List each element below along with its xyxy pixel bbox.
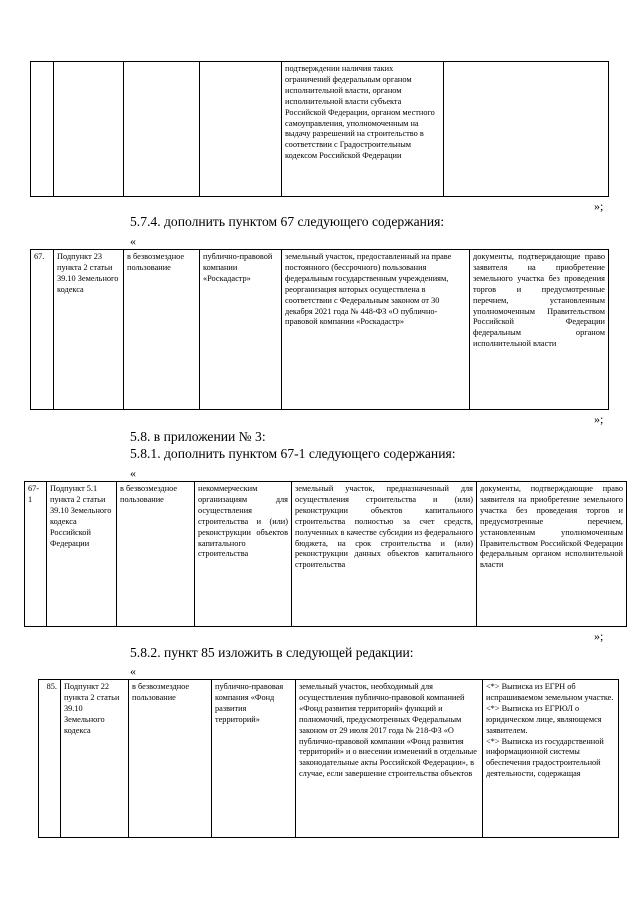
opening-quote: «: [130, 664, 136, 678]
closing-quote: »;: [594, 199, 604, 213]
cell-land-plot: земельный участок, предоставленный на праве постоянного (бессрочного) пользования федеральным государственным учреждениям, реорганизация которых осуществлена в соответствии с Федеральным законом от 30 декабря 2021 года № 448-ФЗ «О публично-правовой компании «Роскадастр»: [282, 250, 470, 410]
heading-5-8: 5.8. в приложении № 3:: [130, 429, 266, 444]
cell-applicant: некоммерческим организациям для осуществления строительства и (или) реконструкции объектов капитального строительства: [195, 482, 292, 627]
table-item-67: [30, 249, 609, 410]
table-continuation: [30, 61, 609, 197]
opening-quote: «: [130, 234, 136, 248]
table-item-67-1: [24, 481, 627, 627]
cell-number: [31, 62, 54, 197]
closing-quote: »;: [594, 629, 604, 643]
table-item-85: [38, 679, 619, 838]
cell-basis: Подпункт 5.1 пункта 2 статьи 39.10 Земельного кодекса Российской Федерации: [47, 482, 117, 627]
cell-documents: документы, подтверждающие право заявителя на приобретение земельного участка без проведения торгов и предусмотренные перечнем, установленным уполномоченным Правительством Российской Федерации федеральным органом исполнительной власти: [477, 482, 627, 627]
cell-right-type: в безвозмездное пользование: [129, 680, 212, 838]
heading-5-8-2: 5.8.2. пункт 85 изложить в следующей редакции:: [130, 645, 414, 660]
cell-right-type: [124, 62, 200, 197]
heading-5-7-4: 5.7.4. дополнить пунктом 67 следующего содержания:: [130, 214, 445, 229]
cell-number: 67-1: [25, 482, 47, 627]
cell-land-plot: земельный участок, предназначенный для осуществления строительства и (или) реконструкции объектов капитального строительства полностью за счет средств, полученных в качестве субсидии из федерального бюджета, на срок строительства и (или) реконструкции данных объектов капитального строительства: [292, 482, 477, 627]
cell-basis: Подпункт 23 пункта 2 статьи 39.10 Земельного кодекса: [54, 250, 124, 410]
cell-basis: Подпункт 22 пункта 2 статьи 39.10 Земельного кодекса: [61, 680, 129, 838]
cell-basis: [54, 62, 124, 197]
cell-documents: <*> Выписка из ЕГРН об испрашиваемом земельном участке. <*> Выписка из ЕГРЮЛ о юридическом лице, являющемся заявителем. <*> Выписка из государственной информационной системы обеспечения градостроительной деятельности, содержащая: [483, 680, 619, 838]
cell-land-plot: земельный участок, необходимый для осуществления публично-правовой компанией «Фонд развития территорий» функций и полномочий, предусмотренных Федеральным законом от 29 июля 2017 года № 218-ФЗ «О публично-правовой компании «Фонд развития территорий» и о внесении изменений в отдельные законодательные акты Российской Федерации», в случае, если завершение строительства объектов: [296, 680, 483, 838]
opening-quote: «: [130, 466, 136, 480]
cell-applicant: публично-правовая компания «Фонд развития территорий»: [212, 680, 296, 838]
cell-documents: [444, 62, 609, 197]
closing-quote: »;: [594, 412, 604, 426]
cell-applicant: публично-правовой компании «Роскадастр»: [200, 250, 282, 410]
cell-applicant: [200, 62, 282, 197]
cell-number: 85.: [39, 680, 61, 838]
cell-land-plot: подтверждении наличия таких ограничений федеральным органом исполнительной власти, органом исполнительной власти субъекта Российской Федерации, органом местного самоуправления, уполномоченным на выдачу разрешений на строительство в соответствии с Градостроительным кодексом Российской Федерации: [282, 62, 444, 197]
heading-5-8-1: 5.8.1. дополнить пунктом 67-1 следующего содержания:: [130, 446, 456, 461]
cell-documents: документы, подтверждающие право заявителя на приобретение земельного участка без проведения торгов и предусмотренные перечнем, установленным уполномоченным Правительством Российской Федерации федеральным органом исполнительной власти: [470, 250, 609, 410]
cell-right-type: в безвозмездное пользование: [124, 250, 200, 410]
cell-number: 67.: [31, 250, 54, 410]
cell-right-type: в безвозмездное пользование: [117, 482, 195, 627]
